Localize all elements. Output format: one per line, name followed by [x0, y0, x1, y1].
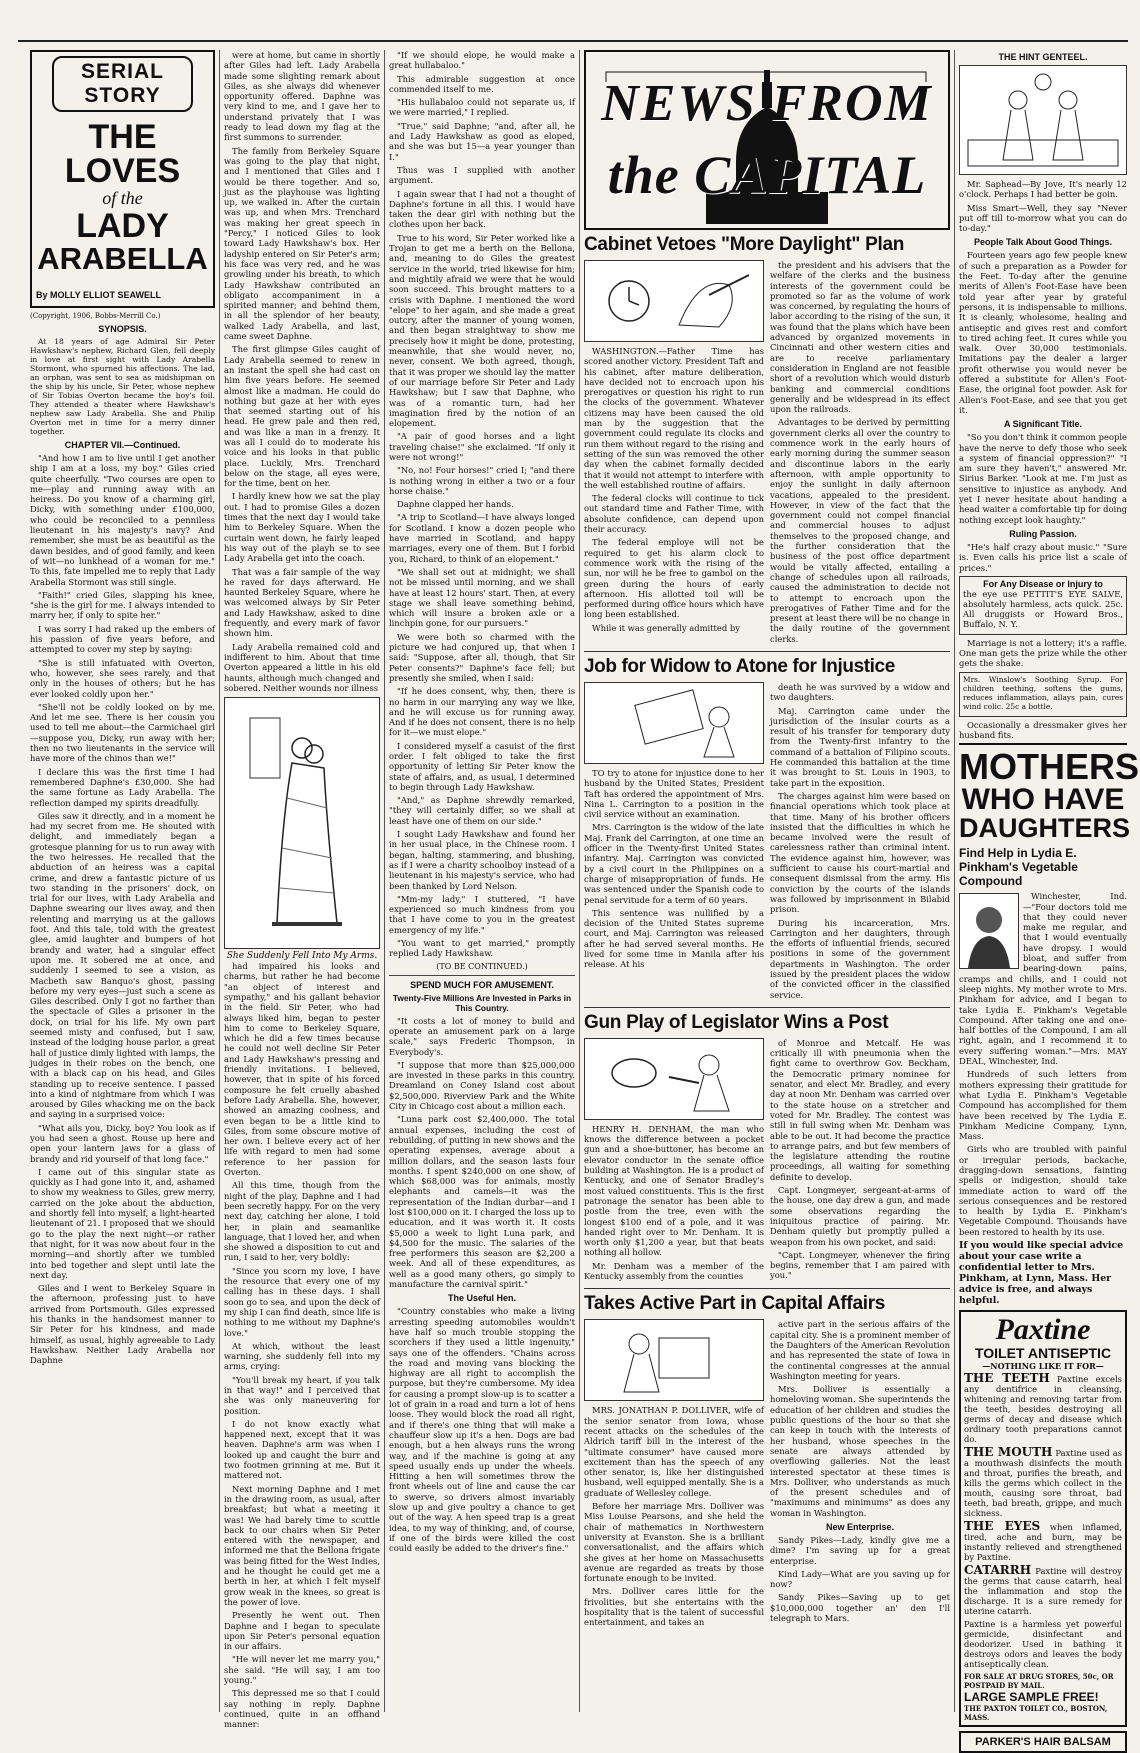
article-paragraph: TO try to atone for injustice done to her husband by the United States, President Taft has ordered the appointment of Mrs. Nina L. Carrington to a position in the civil service without an examination.	[584, 767, 764, 820]
article-paragraph: death he was survived by a widow and two daughters.	[770, 681, 950, 703]
marriage-quip: Marriage is not a lottery; it's a raffle. One man gets the prize while the other gets the shake.	[959, 637, 1127, 669]
significant-title-heading: A Significant Title.	[1003, 419, 1082, 430]
paxtine-subtitle: TOILET ANTISEPTIC	[974, 1345, 1112, 1362]
article-paragraph: This sentence was nullified by a decision of the United States supreme court, and Maj. Carrington was released after he had served several months. He lived for some time in Manila after his release. At his	[584, 907, 764, 970]
article-paragraph: MRS. JONATHAN P. DOLLIVER, wife of the senior senator from Iowa, whose recent attacks on the schedules of the Aldrich tariff bill in the interest of the "ultimate consumer" have caused more excitement than has the speech of any other senator, is, like her distinguished husband, well equipped mentally. She is a graduate of Wellesley college.	[584, 1405, 764, 1498]
eye-salve-heading: For Any Disease or Injury to	[983, 578, 1103, 589]
serial-body-1	[30, 453, 215, 1366]
article-paragraph: Capt. Longmeyer, sergeant-at-arms of the house, one day drew a gun, and made some observations regarding the iniquitous practice of pairing. Mr. Denham quietly but promptly pulled a weapon from his own pocket, and said:	[770, 1185, 950, 1247]
serial-paragraph: I sought Lady Hawkshaw and found her in her usual place, in the Chinese room. I began, halting, stammering, and blushing, as if I were a charity schoolboy instead of a lieutenant in his majesty's service, who had been thanked by Lord Nelson.	[389, 829, 575, 891]
job-gun-illustration	[584, 1038, 764, 1120]
serial-paragraph: "He will never let me marry you," she said. "He will say, I am too young."	[224, 1654, 380, 1685]
serial-paragraph: The family from Berkeley Square was going to the play that night, and I mentioned that Giles and I would be there together. And so, just as the playhouse was lighting up, we walked in. After the curtain was up, and when Mrs. Trenchard was making her great speech in "Percy," I noticed Giles to look toward Lady Hawkshaw's box. Her ladyship entered on Sir Peter's arm; his face was very red, and he was growling under his breath, to which Lady Hawkshaw contributed an obligato accompaniment in a spirited manner; and behind them, in all the splendor of her beauty, walked Lady Arabella, and last, came sweet Daphne.	[224, 145, 380, 342]
winslow-ad	[959, 672, 1127, 717]
serial-paragraph: "No, no! Four horses!" cried I; "and there is nothing wrong in either a two or a four horse chaise."	[389, 465, 575, 496]
serial-paragraph: I again swear that I had not a thought of Daphne's fortune in all this. I would have taken the dear girl with nothing but the clothes upon her back.	[389, 188, 575, 230]
mothers-line-3: DAUGHTERS	[959, 813, 1131, 844]
article-paragraph: WASHINGTON.—Father Time has scored another victory. President Taft and his cabinet, after mature deliberation, have decided not to encroach upon his prerogatives or question his right to run the clocks of the government. Whatever citizens may have been caused the old man by the suggestion that the government could regulate its clocks and run them without regard to the rising and setting of the sun was removed the other day when the cabinet formally decided that it would not attempt to interfere with the well established routine of affairs.	[584, 346, 764, 490]
serial-paragraph: "She is still infatuated with Overton, who, however, she sees rarely, and that only in the houses of others; but he has ever looked coldly upon her."	[30, 657, 215, 699]
synopsis-heading: SYNOPSIS.	[98, 324, 147, 334]
article-headline: Gun Play of Legislator Wins a Post	[584, 1011, 889, 1033]
serial-paragraph: I was sorry I had raked up the embers of his passion of five years before, and attempted to cover my step by saying:	[30, 623, 215, 655]
serial-paragraph: "Faith!" cried Giles, slapping his knee, "she is the girl for me. I always intended to marry her, if only to spite her."	[30, 589, 215, 621]
pinkham-paragraph: Winchester, Ind.—"Four doctors told me that they could never make me regular, and that I would eventually have dropsy. I would bloat, and suffer from bearing-down pains, cramps and chills, and I could not sleep nights. My mother wrote to Mrs. Pinkham for advice, and I began to take Lydia E. Pinkham's Vegetable Compound. After taking one and one-half bottles of the Compound, I am all right, again, and I recommend it to every suffering woman."—Mrs. MAY DEAL, Winchester, Ind.	[959, 891, 1127, 1067]
serial-paragraph: I came out of this singular state as quickly as I had gone into it, and, ashamed to show my weakness to Giles, grew merry, carried on the joke about the abduction, and shortly fell into myself, a light-hearted lieutenant of 21. I proposed that we should go to the play the next night—or rather that night, for it was now about four in the morning—and shortly after we tumbled into bed together and slept until late the next day.	[30, 1166, 215, 1280]
serial-column-3	[389, 50, 575, 1714]
enterprise-line: Sandy Pikes—Saving up to get $10,000,000 together an' den I'll telegraph to Mars.	[770, 1592, 950, 1624]
serial-paragraph: I do not know exactly what happened next, except that it was heaven. Daphne's arm was when I looked up and caught the burr and two footmen grinning at me. But it mattered not.	[224, 1418, 380, 1481]
serial-paragraph: "And," as Daphne shrewdly remarked, "they will certainly differ, so we shall at least have one of them on our side."	[389, 795, 575, 826]
serial-title-line-1: THE LOVES	[64, 118, 181, 190]
paxtine-logo: Paxtine	[995, 1313, 1091, 1347]
eye-salve-text: the eye use PETTIT'S EYE SALVE, absolutely harmless, acts quick. 25c. All druggists or Howard Bros., Buffalo, N. Y.	[963, 588, 1123, 629]
illustration-caption: She Suddenly Fell Into My Arms.	[226, 951, 378, 962]
mothers-line-2: WHO HAVE	[961, 783, 1125, 817]
enterprise-heading: New Enterprise.	[825, 1521, 895, 1532]
serial-paragraph: "A trip to Scotland—I have always longed for Scotland. I know a dozen people who have married in Scotland, and happy marriages, every one of them. But I forbid you, Richard, to think of an elopement."	[389, 512, 575, 564]
article-paragraph: of Monroe and Metcalf. He was critically ill with pneumonia when the fight came to overthrow Gov. Beckham, the Democratic primary nominee for senator, and elect Mr. Bradley, and every day at noon Mr. Denham was carried over to the state house on a stretcher and voted for Mr. Bradley. The contest was still in full swing when Mr. Denham was able to be out. It had become the practice to arrange pairs, and but few members of the legislature attending the routine proceedings, all waiting for something definite to develop.	[770, 1037, 950, 1182]
serial-paragraph: "A pair of good horses and a light traveling chaise!" she exclaimed. "If only it were not wrong!"	[389, 431, 575, 462]
serial-title-line-2: of the	[102, 188, 143, 208]
pinkham-heading: Find Help in Lydia E. Pinkham's Vegetable Compound	[959, 846, 1078, 889]
mouth-text: Paxtine used as a mouthwash disinfects the mouth and throat, purifies the breath, and kills the germs which collect in the mouth, causing sore throat, bad teeth, bad breath, grippe, and much sickness.	[964, 1448, 1123, 1519]
serial-copyright: (Copyright, 1906, Bobbs-Merrill Co.)	[30, 312, 161, 320]
serial-title-line-4: ARABELLA	[37, 241, 208, 276]
hint-line: Miss Smart—Well, they say "Never put off till to-morrow what you can do to-day."	[959, 202, 1127, 234]
serial-paragraph: "And how I am to live until I get another ship I am at a loss, my boy." Giles cried quite cheerfully. "Two courses are open to me—play and running away with an heiress. Do you know of a charming girl, Dicky, with something under £100,000, who could be reconciled to a penniless lieutenant in his majesty's navy? And remember, she must be as beautiful as the dawn besides, and of good family, and keen of wit—no lunkhead of a woman for me." To this, fate impelled me to reply that Lady Arabella Stormont was still single.	[30, 453, 215, 587]
serial-paragraph: Daphne clapped her hands.	[397, 499, 514, 510]
serial-paragraph: had impaired his looks and charms, but rather he had become "an object of interest and sympathy," and his gallant behavior in the field. Sir Peter, who had always liked him, began to pester him to come to Berkeley Square, which he did a few times because he could not well decline Sir Peter and Lady Hawkshaw's pressing and friendly invitations. I believed, however, that in spite of his forced composure he felt cruelly abashed before Lady Arabella. She, however, showed an amazing coolness, and even began to be a little kind to Giles, from some obscure motive of her own. I believe every act of her life with regard to men had some reference to her passion for Overton.	[224, 961, 380, 1178]
catarrh-text: Paxtine will destroy the germs that cause catarrh, heal the inflammation and stop the discharge. It is a sure remedy for uterine catarrh.	[964, 1566, 1122, 1617]
serial-paragraph: "Mm-my lady," I stuttered, "I have experienced so much kindness from you that I have come to you in the greatest emergency of my life."	[389, 893, 575, 935]
serial-paragraph: "What ails you, Dicky, boy? You look as if you had seen a ghost. Rouse up here and open your lantern jaws for a glass of brandy and rid yourself of that long face."	[30, 1122, 215, 1164]
article-paragraph: Mrs. Carrington is the widow of the late Maj. Frank del Carrington, at one time an officer in the Twenty-first United States infantry. Maj. Carrington was convicted by a civil court in the Philippines on a charge of misappropriation of funds. He was sentenced under the Spanish code to penal servitude for a term of 60 years.	[584, 822, 764, 905]
hair-balsam-ad: PARKER'S HAIR BALSAM	[959, 1731, 1127, 1753]
hint-heading: THE HINT GENTEEL.	[998, 52, 1088, 62]
serial-paragraph: Next morning Daphne and I met in the drawing room, as usual, after breakfast; but what a meeting it was! We had barely time to scuttle back to our chairs when Sir Peter entered with the newspaper, and informed me that the Bellona frigate was being fitted for the West Indies, and he thought he could get me a berth in her, at which I felt myself grow weak in the knees, so great is the power of love.	[224, 1483, 380, 1607]
amusement-paragraph: "It costs a lot of money to build and operate an amusement park on a large scale," says Frederic Thompson, in Everybody's.	[389, 1015, 575, 1057]
right-column	[959, 50, 1139, 1749]
winslow-text: Mrs. Winslow's Soothing Syrup. For children teething, softens the gums, reduces inflammation, allays pain, cures wind colic. 25c a bottle.	[963, 674, 1123, 711]
enterprise-line: Kind Lady—What are you saving up for now?	[770, 1568, 950, 1590]
useful-hen-text: "Country constables who make a living arresting speeding automobiles wouldn't have half so much trouble stopping the scorchers if they used a little ingenuity," says one of the offenders. "Chains across the road and moving vans blocking the highway are all right to accomplish the purpose, but they're cumbersome. My idea for causing a prompt slow-up is to scatter a lot of grain in a road and turn a lot of hens loose. They would block the road all right, and if there's one thing that will make a chauffeur slow up it's a hen. Dogs are bad enough, but a hen always runs the wrong way, and if the machine is going at any speed usually ends up under the wheels. Hitting a hen will sometimes throw the front wheels out of line and cause the car to swerve, so drivers almost invariably slow up and give poultry a chance to get out of the way. A hen speed trap is a great idea, to my way of thinking, and, of course, if one of the birds were killed the cost could easily be added to the driver's fine."	[389, 1306, 575, 1554]
to-be-continued: (TO BE CONTINUED.)	[436, 961, 528, 971]
people-talk-heading: People Talk About Good Things.	[974, 237, 1112, 248]
serial-paragraph: This admirable suggestion at once commended itself to me.	[389, 73, 575, 94]
eyes-text: when inflamed, tired, ache and burn, may be instantly relieved and strengthened by Paxtine.	[964, 1522, 1122, 1563]
synopsis-text: At 18 years of age Admiral Sir Peter Hawkshaw's nephew, Richard Glen, fell deeply in love at first sight with Lady Arabella Stormont, who spurned his affections. The lad, an orphan, was sent to sea as midshipman on the ship by his uncle, Sir Peter, whose nephew of Sir Tobias Overton became the boy's foil. They attended a theater where Hawkshaw's nephew saw Lady Arabella. She and Philip Overton met in time for a merry dinner together.	[30, 337, 215, 436]
article-paragraph: the president and his advisers that the welfare of the clerks and the business interests of the government could be promoted so far as the volume of work was concerned, by regulating the hours of labor according to the rising of the sun, it was found that the plans which have been advanced by organized movements in Cincinnati and other western cities and are to receive parliamentary consideration in England are not feasible short of a revolution which would disturb banking and commercial conditions generally and be widespread in its effect upon the railroads.	[770, 260, 950, 415]
logo-line-2: the CAPITAL	[607, 145, 927, 205]
useful-hen-heading: The Useful Hen.	[447, 1293, 516, 1304]
serial-paragraph: Giles and I went to Berkeley Square in the afternoon, professing just to have arrived from Portsmouth. Giles expressed his thanks in the handsomest manner to Sir Peter for his kindness, and made himself, as usual, highly agreeable to Lady Hawkshaw. Neither Lady Arabella nor Daphne	[30, 1283, 215, 1366]
serial-paragraph: I declare this was the first time I had remembered Daphne's £30,000. She had the same fortune as Lady Arabella. The reflection damped my spirits dreadfully.	[30, 766, 215, 808]
article-paragraph: The charges against him were based on financial operations which took place at that time. Many of his brother officers insisted that the difficulties in which he became involved were the result of carelessness rather than criminal intent. The evidence against him, however, was sufficient to cause his court-martial and consequent dismissal from the army. His conviction by the courts of the islands was followed by imprisonment in Bilabid prison.	[770, 790, 950, 915]
article-paragraph: Mrs. Dolliver cares little for the frivolities, but she entertains with the hospitality that is the talent of successful entertainment, and takes an	[584, 1586, 764, 1628]
logo-line-1: NEWS FROM	[601, 75, 933, 132]
serial-title-line-3: LADY	[76, 207, 169, 245]
paxtine-sale: FOR SALE AT DRUG STORES, 50c, OR POSTPAID BY MAIL.	[964, 1672, 1114, 1691]
article-paragraph: While it was generally admitted by	[592, 622, 740, 633]
serial-paragraph: "If he does consent, why, then, there is no harm in our marrying any way we like, and he will excuse us for running away. And if he does not consent, there is no help for it—we must elope."	[389, 686, 575, 738]
teeth-text: Paxtine excels any dentifrice in cleansing, whitening and removing tartar from the teeth, besides destroying all germs of decay and disease which ordinary tooth preparations cannot do.	[964, 1374, 1122, 1445]
column-rule	[219, 50, 220, 1712]
article-paragraph: During his incarceration, Mrs. Carrington and her daughters, through the efforts of influential friends, secured positions in some of the government departments in Washington. The order issued by the president places the widow of the convicted officer in the classified service.	[770, 917, 950, 1000]
pinkham-ad	[959, 743, 1139, 1307]
serial-paragraph: "You want to get married," promptly replied Lady Hawkshaw.	[389, 938, 575, 959]
paxtine-sample: LARGE SAMPLE FREE!	[964, 1690, 1099, 1705]
pinkham-paragraph: Hundreds of such letters from mothers expressing their gratitude for what Lydia E. Pinkham's Vegetable Compound has accomplished for them have been received by The Lydia E. Pinkham Medicine Company, Lynn, Mass.	[959, 1069, 1127, 1142]
serial-column-1	[30, 50, 215, 1714]
public-issues-illustration	[584, 1319, 764, 1401]
article-paragraph: HENRY H. DENHAM, the man who knows the difference between a pocket gun and a shoe-buttoner, has become an elevator conductor in the senate office building at Washington. He is a product of Kentucky, and one of Senator Bradley's most valued constituents. This is the first patronage the senator has been able to postle from the tree, even with the longest $100 end of a pole, and it was handed right over to Mr. Denham. It is worth only $1,200 a year, but that beats nothing all hollow.	[584, 1123, 764, 1258]
serial-paragraph: "His hullabaloo could not separate us, if we were married," I replied.	[389, 97, 575, 118]
top-rule	[18, 40, 1128, 42]
mothers-line-1: MOTHERS	[959, 746, 1139, 788]
serial-byline: By MOLLY ELLIOT SEAWELL	[36, 290, 162, 300]
serial-story-label: SERIAL STORY	[52, 56, 193, 112]
serial-paragraph: Lady Arabella remained cold and indifferent to him. About that time Overton appeared a little in his old haunts, although much changed and sobered. Neither wounds nor illness	[224, 641, 380, 693]
serial-paragraph: That was a fair sample of the way he raved for days afterward. He haunted Berkeley Square, where he was welcomed always by Sir Peter and Lady Hawkshaw, asked to dine frequently, and every mark of favor shown him.	[224, 566, 380, 639]
mouth-heading: THE MOUTH	[964, 1445, 1053, 1460]
serial-paragraph: were at home, but came in shortly after Giles had left. Lady Arabella made some slighting remark about Giles, as she always did whenever opportunity offered. Daphne was very kind to me, and I gave her to understand privately that I was ready to lead down my flag at the first summons to surrender.	[224, 50, 380, 143]
capital-section	[584, 50, 950, 1714]
serial-paragraph: I hardly knew how we sat the play out. I had to promise Giles a dozen times that the next day I would take him to Berkeley Square. When the curtain went down, he fairly leaped his way out of the playh se to see Lady Arabella get into the coach.	[224, 491, 380, 564]
enterprise-line: Sandy Pikes—Lady, kindly give me a dime? I'm saving up for a great enterprise.	[770, 1534, 950, 1566]
pinkham-advice: If you would like special advice about your case write a confidential letter to Mrs. Pinkham, at Lynn, Mass. Her advice is free, and always helpful.	[959, 1240, 1124, 1307]
article-headline: Job for Widow to Atone for Injustice	[584, 655, 895, 677]
article-paragraph: Advantages to be derived by permitting government clerks all over the country to commence work in the early hours of early morning during the summer season and discontinue labors in the early afternoon, with ample opportunity to enjoy the sunlight in daily afternoon vacations, appealed to the president. However, in view of the fact that the government could not compel financial and commercial houses to adjust themselves to the proposed change, and the further consideration that the business of the post office department would be vitally affected, entailing a change of schedules upon all railroads, caused the administration to decide not to attempt to encroach upon the prerogatives of Father Time and for the present at least there will be no change in the daily routine of the government clerks.	[770, 417, 950, 644]
paxtine-body: Paxtine is a harmless yet powerful germicide, disinfectant and deodorizer. Used in bathing it destroys odors and leaves the body antiseptically clean.	[964, 1619, 1122, 1670]
article-paragraph: active part in the serious affairs of the capital city. She is a prominent member of the Daughters of the American Revolution and has represented the state of Iowa in the continental congresses at the annual Washington meeting for years.	[770, 1319, 950, 1381]
amusement-paragraph: "Luna park cost $2,400,000. The total annual expenses, including the cost of rebuilding, of putting in new shows and the operating expenses, average about a million dollars, and the season lasts four months. I spent $240,000 on one show, of which $68,000 was for animals, mostly elephants and camels—it was the representation of the Indian durbar—and I lost $100,000 on it. I charged the loss up to education, and it was worth it. It costs $5,000 a week to light Luna park, and $4,500 for the music. The salaries of the free performers this season are $2,200 a week. And all of these expenditures, as well as a good many others, go simply to manufacture the carnival spirit."	[389, 1114, 575, 1290]
serial-paragraph: At which, without the least warning, she suddenly fell into my arms, crying:	[224, 1340, 380, 1372]
serial-paragraph: This depressed me so that I could say nothing in reply. Daphne continued, quite in an offhand manner:	[224, 1688, 380, 1730]
article-headline: Cabinet Vetoes "More Daylight" Plan	[584, 234, 905, 255]
serial-paragraph: "We shall set out at midnight; we shall not be missed until morning, and we shall have at least 12 hours' start. Then, at every stage we shall leave something behind, which will insure a broken axle or a linchpin gone, for our pursuers."	[389, 566, 575, 629]
serial-paragraph: We were both so charmed with the picture we had conjured up, that when I said: "Suppose, after all, though, that Sir Peter consents?" Daphne's face fell; but presently she smiled, when I said:	[389, 631, 575, 683]
serial-paragraph: Thus was I supplied with another argument.	[389, 164, 575, 186]
amusement-subheading: Twenty-Five Millions Are Invested in Parks in This Country.	[392, 992, 572, 1013]
people-talk-text: Fourteen years ago few people knew of such a preparation as a Powder for the Feet. To-day after the genuine merits of Allen's Foot-Ease have been told year after year by grateful persons, it is indispensable to millions. It is cleanly, wholesome, healing and antiseptic and gives rest and comfort to tired aching feet. It cures while you walk. Over 30,000 testimonials. Imitations pay the dealer a larger profit otherwise you would never be offered a substitute for Allen's Foot-Ease, the original foot powder. Ask for Allen's Foot-Ease, and see that you get it.	[959, 250, 1127, 415]
serial-paragraph: The first glimpse Giles caught of Lady Arabella seemed to renew in an instant the spell she had cast on him five years before. He seemed almost like a madman. He could do nothing but gaze at her with eyes that seemed starting out of his head. He grew pale and then red, and was like a man in a frenzy. It was all I could do to moderate his voice and his looks in that public place. Luckily, Mrs. Trenchard below on the stage, all eyes were, for the time, bent on her.	[224, 344, 380, 489]
pinkham-paragraph: Girls who are troubled with painful or irregular periods, backache, dragging-down sensations, fainting spells or indigestion, should take immediate action to ward off the serious consequences and be restored to health by Lydia E. Pinkham's Vegetable Compound. Thousands have been restored to health by its use.	[959, 1144, 1127, 1237]
dressmaker-quip: Occasionally a dressmaker gives her husband fits.	[959, 719, 1127, 740]
article-daylight	[584, 234, 950, 647]
serial-header-box	[30, 50, 215, 308]
paxtine-ad	[959, 1310, 1127, 1727]
serial-paragraph: All this time, though from the night of the play, Daphne and I had been secretly happy. For on the very next day, catching her alone, I told her, in plain and seamanlike language, that I loved her, and when she showed a disposition to cut and run, I said to her, very boldly:	[224, 1180, 380, 1263]
father-time-illustration	[584, 260, 764, 342]
chapter-heading: CHAPTER VII.—Continued.	[64, 440, 181, 450]
serial-paragraph: Presently he went out. Then Daphne and I began to speculate upon Sir Peter's personal equation in our affairs.	[224, 1610, 380, 1652]
column-rule	[384, 50, 385, 1712]
hint-line: Mr. Saphead—By Jove, It's nearly 12 o'clock. Perhaps I had better be goin.	[959, 179, 1127, 200]
serial-paragraph: "You'll break my heart, if you talk in that way!" and I perceived that she was only maneuvering for position.	[224, 1374, 380, 1416]
news-from-capital-logo	[584, 50, 950, 230]
article-paragraph: Maj. Carrington came under the jurisdiction of the insular courts as a result of his transfer for temporary duty from the Twenty-first infantry to the command of a battalion of Filipino scouts. He commanded this battalion at the time it was brought to St. Louis in 1903, to take part in the exposition.	[770, 705, 950, 788]
teeth-heading: THE TEETH	[964, 1371, 1050, 1386]
serial-paragraph: True to his word, Sir Peter worked like a Trojan to get me a berth on the Bellona, and, meaning to do Giles the greatest service in the world, tried likewise for him; and mightily afraid we were that he would soon succeed. This brought matters to a crisis with Daphne. I mentioned the word "elope" to her again, and she made a great outcry, after the manner of young women, and then began straightway to show me precisely how it might be done, protesting, meanwhile, that she would never, no, never, consent. We both agreed, though, that it was proper we should lay the matter of our marriage before Sir Peter and Lady Hawkshaw; but I saw that Daphne, who was of a romantic turn, had her imagination fired by the notion of an elopement.	[389, 232, 575, 429]
position-illustration	[584, 682, 764, 764]
ruling-passion-heading: Ruling Passion.	[1009, 528, 1077, 539]
article-paragraph: "Capt. Longmeyer, whenever the firing begins, remember that I am paired with you."	[770, 1249, 950, 1281]
article-paragraph: The federal clocks will continue to tick out standard time and Father Time, with absolute confidence, can depend upon their accuracy.	[584, 493, 764, 535]
ruling-passion-text: "He's half crazy about music." "Sure is. Even calls his price list a scale of prices."	[959, 541, 1127, 573]
serial-column-2	[224, 50, 380, 1730]
amusement-paragraph: "I suppose that more than $25,000,000 are invested in these parks in this country. Dreamland on Coney Island cost about $2,500,000. Riverview Park and the White City in Chicago cost about a million each.	[389, 1059, 575, 1112]
article-headline: Takes Active Part in Capital Affairs	[584, 1293, 886, 1315]
article-widow	[584, 651, 950, 1003]
serial-paragraph: I considered myself a casuist of the first order. I felt obliged to take the first opportunity of letting Sir Peter know the state of affairs, and, as usual, I determined to begin through Lady Hawkshaw.	[389, 740, 575, 792]
paxtine-company: THE PAXTON TOILET CO., BOSTON, MASS.	[964, 1704, 1108, 1723]
article-paragraph: Mrs. Dolliver is essentially a homeloving woman. She superintends the education of her children and studies the public questions of the hour so that she can keep in touch with the interests of her husband, whose speeches in the senate are always attended by overflowing galleries. Not the least interested spectator at these times is Mrs. Dolliver, who understands as much of the present schedules and of "maximums and minimums" as does any woman in Washington.	[770, 1384, 950, 1518]
serial-illustration	[224, 697, 380, 949]
article-paragraph: Mr. Denham was a member of the Kentucky assembly from the counties	[584, 1260, 764, 1282]
serial-paragraph: "True," said Daphne; "and, after all, he and Lady Hawkshaw as good as eloped, and she was but 15—a year younger than I."	[389, 120, 575, 162]
column-rule	[579, 50, 580, 1712]
amusement-heading: SPEND MUCH FOR AMUSEMENT.	[410, 979, 554, 990]
eyes-heading: THE EYES	[964, 1519, 1041, 1534]
parlor-couple-illustration	[959, 65, 1127, 175]
embracing-couple-illustration	[242, 708, 362, 938]
eye-salve-ad	[959, 576, 1127, 635]
article-paragraph: Before her marriage Mrs. Dolliver was Miss Louise Pearsons, and she held the chair of mathematics in Northwestern university at Evanston. She is a brilliant conversationalist, and the affairs which she gives at her home on Massachusetts avenue are regarded as treats by those fortunate enough to be invited.	[584, 1501, 764, 1584]
paxtine-tagline: —NOTHING LIKE IT FOR—	[982, 1361, 1104, 1372]
serial-paragraph: "She'll not be coldly looked on by me. And let me see. There is her cousin you used to tell me about—the Carmichael girl—suppose you, Dicky, run away with her; then no two lieutenants in the service will have more of the chinos than we!"	[30, 701, 215, 764]
significant-title-text: "So you don't think it common people have the nerve to defy those who seek a system of financial oppression?" "I am sure they haven't," answered Mr. Sirius Barker. "Look at me. I'm just as sensitive to injustice as anybody. And yet I never hesitate about handing a head waiter a comfortable tip for doing nothing except look haughty."	[959, 432, 1127, 525]
article-dolliver	[584, 1288, 950, 1630]
woman-portrait	[959, 893, 1019, 969]
serial-paragraph: "If we should elope, he would make a great hullabaloo."	[389, 50, 575, 71]
article-paragraph: The federal employe will not be required to get his alarm clock to commence work with the rising of the sun, nor will he be free to gambol on the green during the hours of early afternoon. His allotted toil will be performed during office hours which have long been established.	[584, 537, 764, 620]
serial-paragraph: "Since you scorn my love, I have the resource that every one of my calling has in these days. I shall soon go to sea, and upon the deck of my ship I can find death, since life is nothing to me without my Daphne's love."	[224, 1265, 380, 1338]
catarrh-heading: CATARRH	[964, 1563, 1032, 1578]
serial-paragraph: Giles saw it directly, and in a moment he had my secret from me. He shouted with delight, and immediately began a grotesque planning for us to run away with the two heiresses. He recalled that the abduction of an heiress was a capital crime, and drew a fantastic picture of us two standing in the prisoners' dock, on trial for our lives, with Lady Arabella and Daphne swearing our lives away, and then relenting and marrying us at the gallows foot. And this tale, told with the greatest glee, amid laughter and bumpers of hot brandy and water, had a singular effect upon me. It sobered me at once, and suddenly I seemed to see a vision, as Macbeth saw Banquo's ghost, passing before my very eyes—just such a scene as Giles described. Only I got no farther than the spectacle of Giles a prisoner in the dock, on trial for his life. My own part seemed misty and confused, but I saw, instead of the lodging house parlor, a great hall of justice dimly lighted with lamps, the judges in their robes on the bench, one with a black cap on his head, and Giles standing up to receive sentence. I passed into a kind of nightmare from which I was aroused by Giles whacking me on the back and saying in a surprised voice:	[30, 810, 215, 1120]
column-rule	[954, 50, 955, 1712]
article-gun-play	[584, 1007, 950, 1284]
